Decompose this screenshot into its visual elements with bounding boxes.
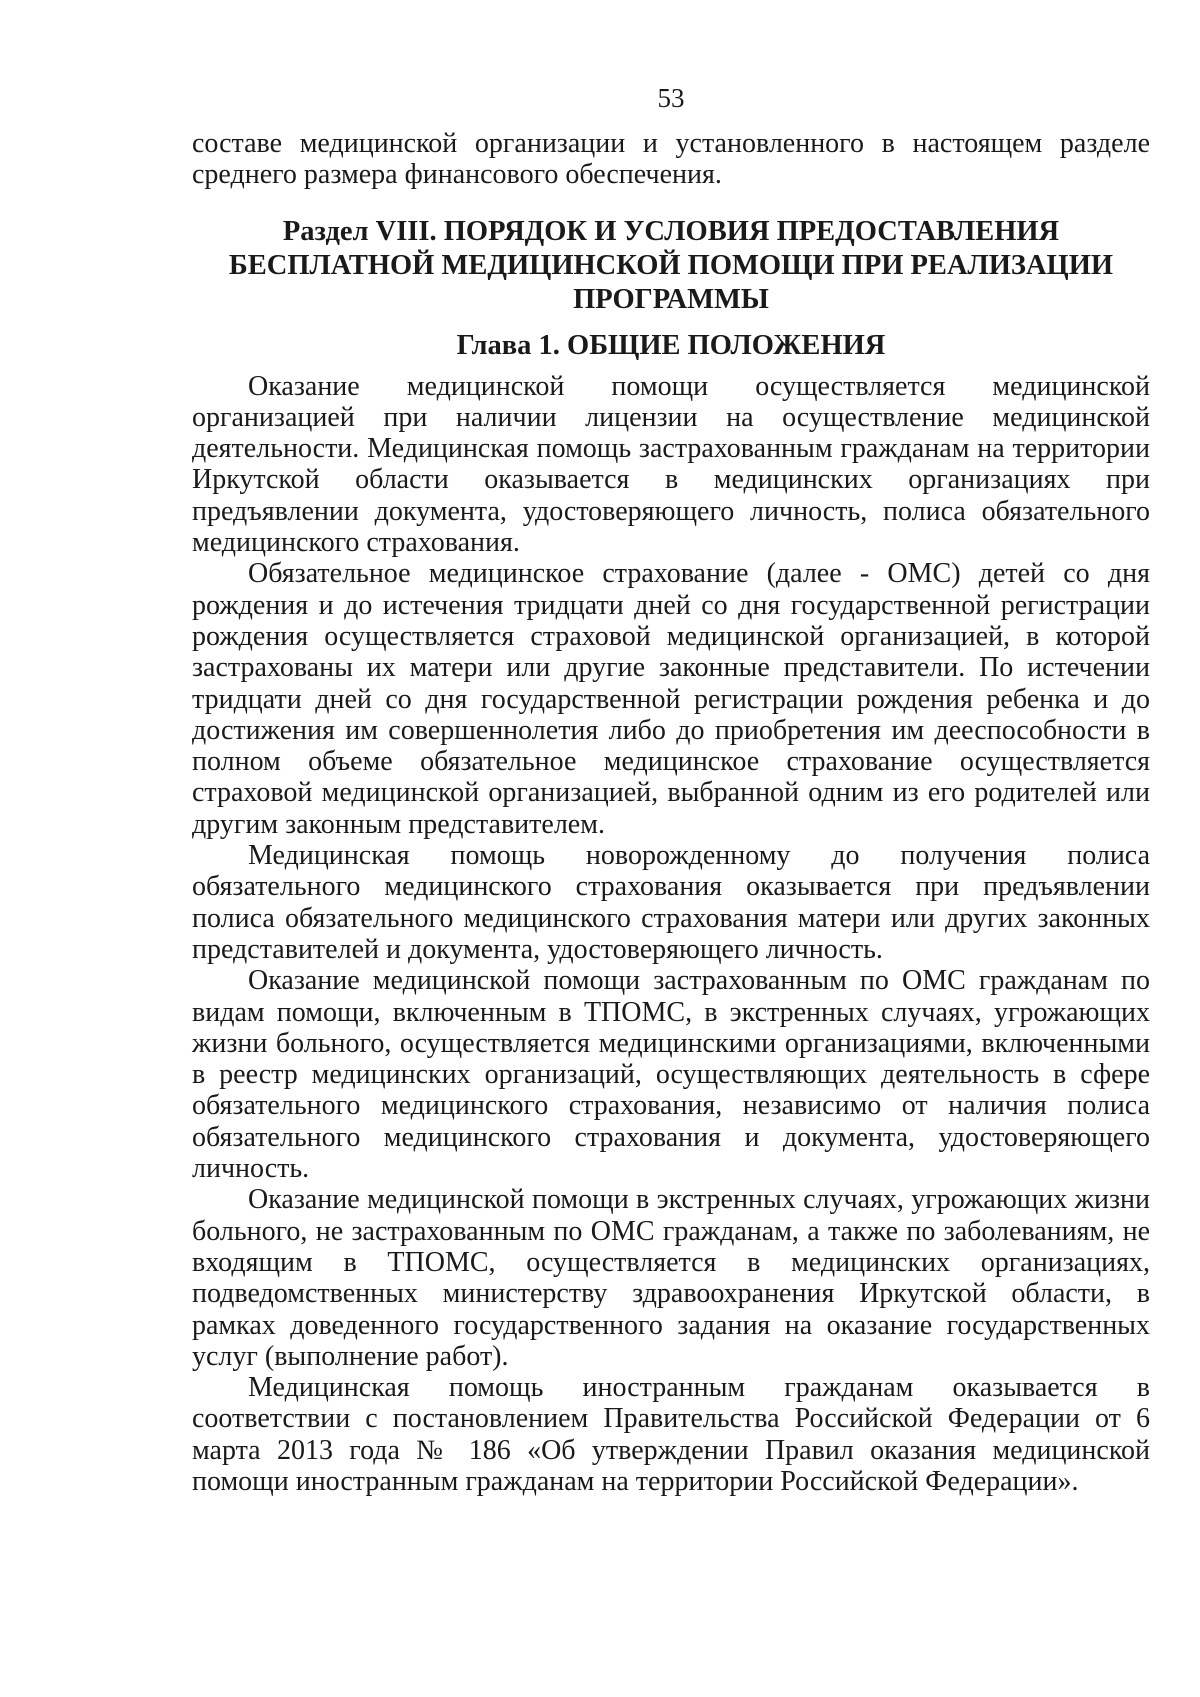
document-page — [192, 80, 1150, 1497]
paragraph-emergency-uninsured: Оказание медицинской помощи в экстренных случаях, угрожающих жизни больного, не застрахованным по ОМС гражданам, а также по заболеваниям, не входящим в ТПОМС, осуществляется в медицинских организациях, подведомственных министерству здравоохранения Иркутской области, в рамках доведенного государственного задания на оказание государственных услуг (выполнение работ). — [192, 1184, 1150, 1372]
section-title-line-1: Раздел VIII. ПОРЯДОК И УСЛОВИЯ ПРЕДОСТАВЛЕНИЯ — [282, 215, 1060, 247]
chapter-title: Глава 1. ОБЩИЕ ПОЛОЖЕНИЯ — [456, 329, 886, 361]
paragraph-licensing: Оказание медицинской помощи осуществляется медицинской организацией при наличии лицензии на осуществление медицинской деятельности. Медицинская помощь застрахованным гражданам на территории Иркутской области оказывается в медицинских организациях при предъявлении документа, удостоверяющего личность, полиса обязательного медицинского страхования. — [192, 370, 1150, 559]
page-number: 53 — [657, 83, 685, 113]
section-title-line-2: БЕСПЛАТНОЙ МЕДИЦИНСКОЙ ПОМОЩИ ПРИ РЕАЛИЗАЦИИ — [228, 249, 1114, 281]
paragraph-foreign-citizens: Медицинская помощь иностранным гражданам оказывается в соответствии с постановлением Правительства Российской Федерации от 6 марта 2013 года № 186 «Об утверждении Правил оказания медицинской помощи иностранным гражданам на территории Российской Федерации». — [192, 1372, 1150, 1497]
section-title-line-3: ПРОГРАММЫ — [573, 283, 769, 315]
paragraph-newborn: Медицинская помощь новорожденному до получения полиса обязательного медицинского страхования оказывается при предъявлении полиса обязательного медицинского страхования матери или других законных представителей и документа, удостоверяющего личность. — [192, 840, 1150, 965]
paragraph-children-oms: Обязательное медицинское страхование (далее - ОМС) детей со дня рождения и до истечения тридцати дней со дня государственной регистрации рождения осуществляется страховой медицинской организацией, в которой застрахованы их матери или другие законные представители. По истечении тридцати дней со дня государственной регистрации рождения ребенка и до достижения им совершеннолетия либо до приобретения им дееспособности в полном объеме обязательное медицинское страхование осуществляется страховой медицинской организацией, выбранной одним из его родителей или другим законным представителем. — [192, 558, 1150, 840]
continuation-paragraph: составе медицинской организации и установленного в настоящем разделе среднего размера финансового обеспечения. — [192, 128, 1150, 191]
paragraph-emergency-insured: Оказание медицинской помощи застрахованным по ОМС гражданам по видам помощи, включенным в ТПОМС, в экстренных случаях, угрожающих жизни больного, осуществляется медицинскими организациями, включенными в реестр медицинских организаций, осуществляющих деятельность в сфере обязательного медицинского страхования, независимо от наличия полиса обязательного медицинского страхования и документа, удостоверяющего личность. — [192, 965, 1150, 1185]
section-title — [192, 215, 1150, 317]
